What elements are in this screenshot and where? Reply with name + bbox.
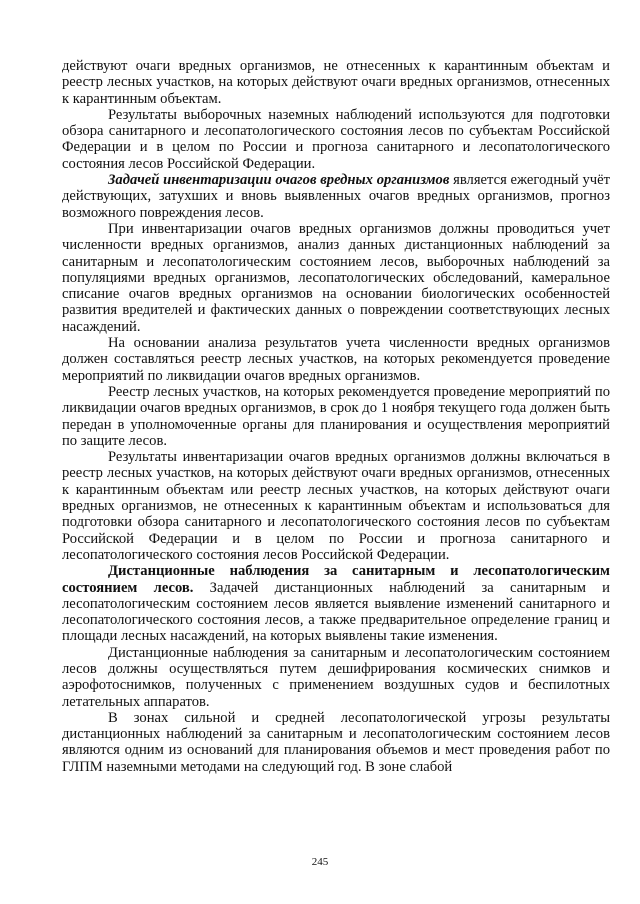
paragraph-8-text: Задачей дистанционных наблюдений за санитарным и лесопатологическим состоянием лесов является выявление изменений санитарного и лесопатологического состояния лесов, а также предварительное определение границ и площади лесных насаждений, на которых выявлены такие изменения. xyxy=(62,579,610,645)
document-body xyxy=(62,58,610,775)
paragraph-3-text: является ежегодный учёт действующих, затухших и вновь выявленных очагов вредных организмов, прогноз возможного повреждения лесов. xyxy=(62,172,611,221)
paragraph-8 xyxy=(62,563,610,644)
paragraph-3 xyxy=(62,172,610,221)
paragraph-4: При инвентаризации очагов вредных организмов должны проводиться учет численности вредных организмов, анализ данных дистанционных наблюдений за санитарным и лесопатологическим состоянием лесов, выборочных наблюдений за популяциями вредных организмов, лесопатологических обследований, камеральное списание очагов вредных организмов на основании биологических особенностей развития вредителей и фактических данных о повреждении соответствующих лесных насаждений. xyxy=(62,220,610,335)
paragraph-6: Реестр лесных участков, на которых рекомендуется проведение мероприятий по ликвидации очагов вредных организмов, в срок до 1 ноября текущего года должен быть передан в уполномоченные органы для планирования и осуществления мероприятий по защите лесов. xyxy=(62,383,610,449)
paragraph-5: На основании анализа результатов учета численности вредных организмов должен составляться реестр лесных участков, на которых рекомендуется проведение мероприятий по ликвидации очагов вредных организмов. xyxy=(62,335,610,384)
paragraph-2: Результаты выборочных наземных наблюдений используются для подготовки обзора санитарного и лесопатологического состояния лесов по субъектам Российской Федерации и в целом по России и прогноза санитарного и лесопатологического состояния лесов Российской Федерации. xyxy=(62,106,610,172)
page-number: 245 xyxy=(311,856,329,868)
paragraph-3-lead: Задачей инвентаризации очагов вредных организмов xyxy=(108,172,450,189)
paragraph-1: действуют очаги вредных организмов, не отнесенных к карантинным объектам и реестр лесных участков, на которых действуют очаги вредных организмов, отнесенных к карантинным объектам. xyxy=(62,58,610,107)
paragraph-9: Дистанционные наблюдения за санитарным и лесопатологическим состоянием лесов должны осуществляться путем дешифрирования космических снимков и аэрофотоснимков, полученных с применением воздушных судов и беспилотных летательных аппаратов. xyxy=(62,644,610,710)
section-heading: Дистанционные наблюдения за санитарным и лесопатологическим состоянием лесов. xyxy=(62,563,610,596)
paragraph-7: Результаты инвентаризации очагов вредных организмов должны включаться в реестр лесных участков, на которых действуют очаги вредных организмов, отнесенных к карантинным объектам или реестр лесных участков, на которых действуют очаги вредных организмов, не отнесенных к карантинным объектам и использоваться для подготовки обзора санитарного и лесопатологического состояния лесов по субъектам Российской Федерации и в целом по России и прогноза санитарного и лесопатологического состояния лесов Российской Федерации. xyxy=(62,449,610,563)
paragraph-10: В зонах сильной и средней лесопатологической угрозы результаты дистанционных наблюдений за санитарным и лесопатологическим состоянием лесов являются одним из оснований для планирования объемов и мест проведения работ по ГЛПМ наземными методами на следующий год. В зоне слабой xyxy=(62,709,610,775)
